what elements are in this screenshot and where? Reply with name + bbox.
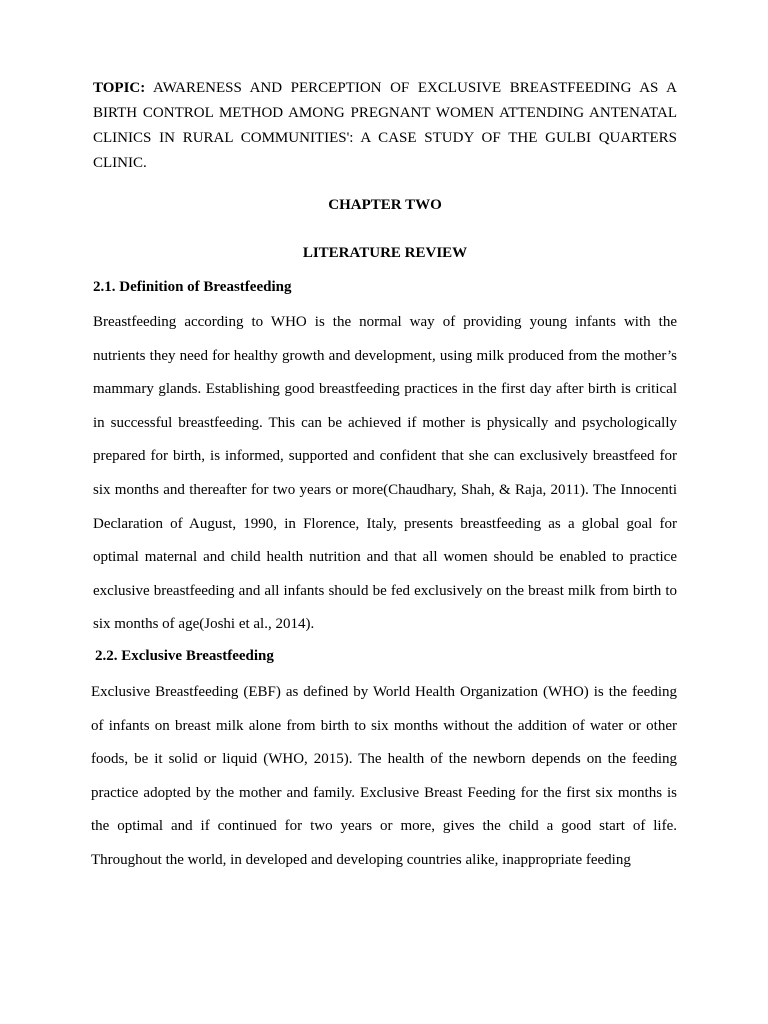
subsection-heading-definition: 2.1. Definition of Breastfeeding <box>93 279 292 295</box>
topic-text: AWARENESS AND PERCEPTION OF EXCLUSIVE BREASTFEEDING AS A BIRTH CONTROL METHOD AMONG PREGNANT WOMEN ATTENDING ANTENATAL CLINICS IN RURAL COMMUNITIES': A CASE STUDY OF THE GULBI QUARTERS CLINIC. <box>93 80 677 171</box>
topic-label: TOPIC: <box>93 80 146 96</box>
paragraph-exclusive: Exclusive Breastfeeding (EBF) as defined by World Health Organization (WHO) is the feeding of infants on breast milk alone from birth to six months without the addition of water or other foods, be it solid or liquid (WHO, 2015). The health of the newborn depends on the feeding practice adopted by the mother and family. Exclusive Breast Feeding for the first six months is the optimal and if continued for two years or more, gives the child a good start of life. Throughout the world, in developed and developing countries alike, inappropriate feeding <box>91 684 677 868</box>
chapter-heading: CHAPTER TWO <box>328 197 442 213</box>
topic-paragraph <box>93 76 677 176</box>
paragraph-definition: Breastfeeding according to WHO is the normal way of providing young infants with the nutrients they need for healthy growth and development, using milk produced from the mother’s mammary glands. Establishing good breastfeeding practices in the first day after birth is critical in successful breastfeeding. This can be achieved if mother is physically and psychologically prepared for birth, is informed, supported and confident that she can exclusively breastfeed for six months and thereafter for two years or more(Chaudhary, Shah, & Raja, 2011). The Innocenti Declaration of August, 1990, in Florence, Italy, presents breastfeeding as a global goal for optimal maternal and child health nutrition and that all women should be enabled to practice exclusive breastfeeding and all infants should be fed exclusively on the breast milk from birth to six months of age(Joshi et al., 2014). <box>93 314 677 633</box>
subsection-heading-exclusive: 2.2. Exclusive Breastfeeding <box>95 648 274 664</box>
section-title: LITERATURE REVIEW <box>302 245 468 261</box>
